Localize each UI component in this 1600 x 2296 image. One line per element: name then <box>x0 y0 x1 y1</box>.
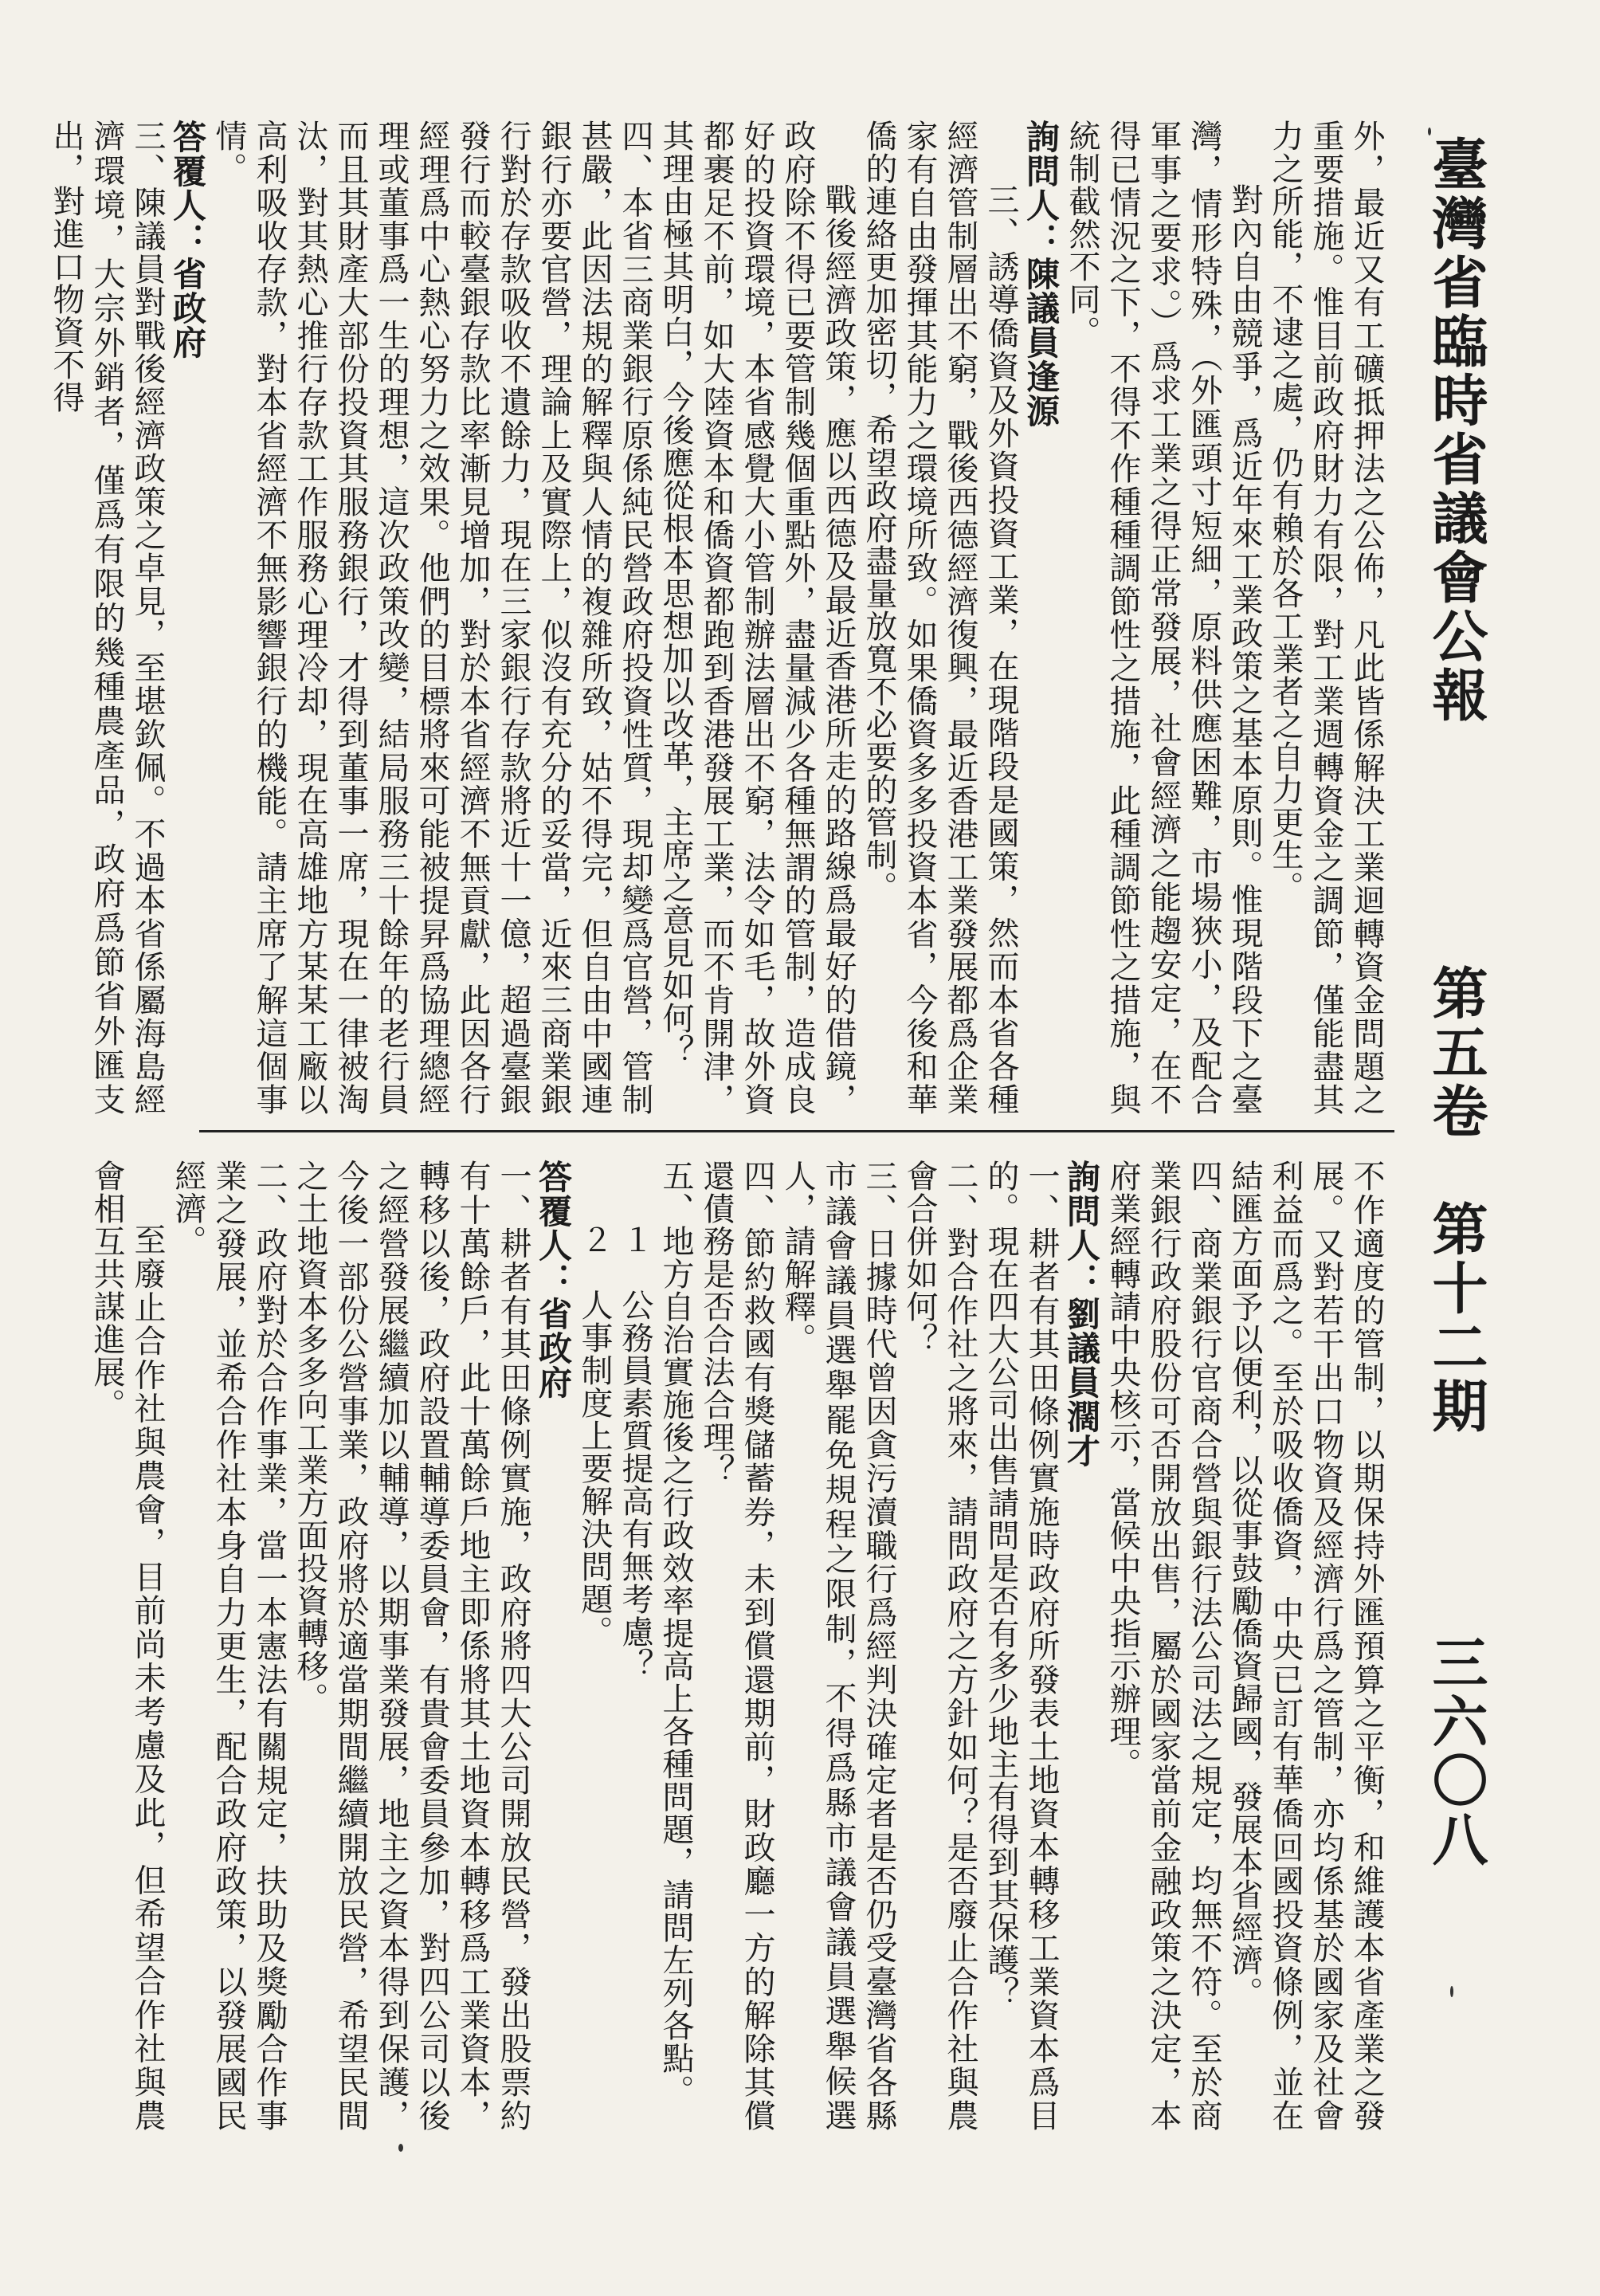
paragraph: 四、本省三商業銀行原係純民營政府投資性質，現却變爲官營，管制甚嚴，此因法規的解釋與人情的複雜所致，姑不得完，但自由中國連銀行亦要官營，理論上及實際上，似沒有充分的妥當，近來三商業銀行對於存款吸收不遺餘力，現在三家銀行存款將近十一億，超過臺銀發行而較臺銀存款比率漸見增加，對於本省經濟不無貢獻，此因各行經理爲中心熱心努力之效果。他們的目標將來可能被提昇爲協理總經理或董事爲一生的理想，這次政策改變，結局服務三十餘年的老行員而且其財產大部份投資其服務銀行，才得到董事一席，現在一律被淘汰，對其熱心推行存款工作服務心理冷却，現在高雄地方某某工廠以高利吸收存款，對本省經濟不無影響銀行的機能。請主席了解這個事情。 <box>210 120 653 1116</box>
upper-text-block <box>48 120 1386 1116</box>
paragraph: 三、陳議員對戰後經濟政策之卓見，至堪欽佩。不過本省係屬海島經濟環境，大宗外銷者，僅爲有限的幾種農產品，政府爲節省外匯支出，對進口物資不得 <box>48 120 166 1116</box>
paragraph: 一、耕者有其田條例實施，政府將四大公司開放民營，發出股票約有十萬餘戶，此十萬餘戶地主即係將其土地資本轉移爲工業資本，轉移以後，政府設置輔導委員會，有貴會委員參加，對四公司以後之經營發展繼續加以輔導，以期事業發展，地主之資本得到保護，今後一部份公營事業，政府將於適當期間繼續開放民營，希望民間之土地資本多多向工業方面投資轉移。 <box>292 1160 531 2132</box>
paragraph: 不作適度的管制，以期保持外匯預算之平衡，和維護本省產業之發展。又對若干出口物資及經濟行爲之管制，亦均係基於國家及社會利益而爲之。至於吸收僑資，中央已訂有華僑回國投資條例，並在結匯方面予以便利，以從事鼓勵僑資歸國，發展本省經濟。 <box>1226 1160 1385 2132</box>
paragraph: 二、政府對於合作事業，當一本憲法有關規定，扶助及獎勵合作事業之發展，並希合作社本身自力更生，配合政府政策，以發展國民經濟。 <box>170 1160 288 2132</box>
print-speck <box>398 2144 403 2152</box>
lower-text-block <box>88 1160 1386 2132</box>
paragraph: 三、誘導僑資及外資投資工業，在現階段是國策，然而本省各種經濟管制層出不窮，戰後西德經濟復興，最近香港工業發展都爲企業家有自由發揮其能力之環境所致。如果僑資多多投資本省，今後和華僑的連絡更加密切，希望政府盡量放寬不必要的管制。 <box>861 120 1019 1116</box>
paragraph: 四、商業銀行官商合營與銀行法公司法之規定，均無不符。至於商業銀行政府股份可否開放出售，屬於國家當前金融政策之決定，本府業經轉請中央核示，當候中央指示辦理。 <box>1104 1160 1222 2132</box>
print-speck <box>1428 128 1431 135</box>
section-heading: 詢問人：陳議員逢源 <box>1022 120 1061 428</box>
print-speck <box>1450 1986 1453 1997</box>
paragraph: 外，最近又有工礦抵押法之公佈，凡此皆係解決工業迴轉資金問題之重要措施。惟目前政府財力有限，對工業週轉資金之調節，僅能盡其力之所能，不逮之處，仍有賴於各工業者之自力更生。 <box>1267 120 1385 1116</box>
paragraph: 五、地方自治實施後之行政效率提高上各種問題，請問左列各點。 <box>657 1160 694 2107</box>
paragraph: 一、耕者有其田條例實施時政府所發表土地資本轉移工業資本爲目的。現在四大公司出售請問是否有多少地主有得到其保護？ <box>982 1160 1060 2132</box>
paragraph: ２ 人事制度上要解決問題。 <box>576 1223 613 1648</box>
page-header <box>1406 135 1526 1905</box>
paragraph: 至廢止合作社與農會，目前尚未考慮及此，但希望合作社與農會相互共謀進展。 <box>88 1160 166 2132</box>
paragraph: 二、對合作社之將來，請問政府之方針如何？是否廢止合作社與農會合併如何？ <box>901 1160 978 2132</box>
paragraph: １ 公務員素質提高有無考慮？ <box>617 1223 653 1681</box>
section-heading: 答覆人：省政府 <box>168 120 207 359</box>
section-heading: 詢問人：劉議員濶才 <box>1062 1160 1101 1468</box>
section-heading: 答覆人：省政府 <box>534 1160 573 1399</box>
issue-label: 第五卷 第十二期 <box>1423 964 1489 1436</box>
paragraph: 戰後經濟政策，應以西德及最近香港所走的路線爲最好的借鏡，政府除不得已要管制幾個重點外，盡量減少各種無謂的管制，造成良好的投資環境，本省感覺大小管制辦法層出不窮，法令如毛，故外資都裹足不前，如大陸資本和僑資都跑到香港發展工業，而不肯開津，其理由極其明白，今後應從根本思想加以改革，主席之意見如何？ <box>657 120 857 1116</box>
paragraph: 對內自由競爭，爲近年來工業政策之基本原則。惟現階段下之臺灣，情形特殊，（外匯頭寸短細，原料供應困難，市場狹小，及配合軍事之要求。）爲求工業之得正常發展，社會經濟之能趨安定，在不得已情況之下，不得不作種種調節性之措施，此種調節性之措施，與統制截然不同。 <box>1064 120 1263 1116</box>
paragraph: 四、節約救國有獎儲蓄券，未到償還期前，財政廳一方的解除其償還債務是否合法合理？ <box>698 1160 775 2132</box>
publication-title: 臺灣省臨時省議會公報 <box>1423 135 1489 725</box>
paragraph: 三、日據時代曾因貪污瀆職行爲經判決確定者是否仍受臺灣省各縣市議會議員選舉罷免規程之限制，不得爲縣市議會議員選舉候選人，請解釋。 <box>779 1160 897 2132</box>
page-number: 三六〇八 <box>1423 1634 1489 1870</box>
section-divider <box>199 1130 1394 1132</box>
